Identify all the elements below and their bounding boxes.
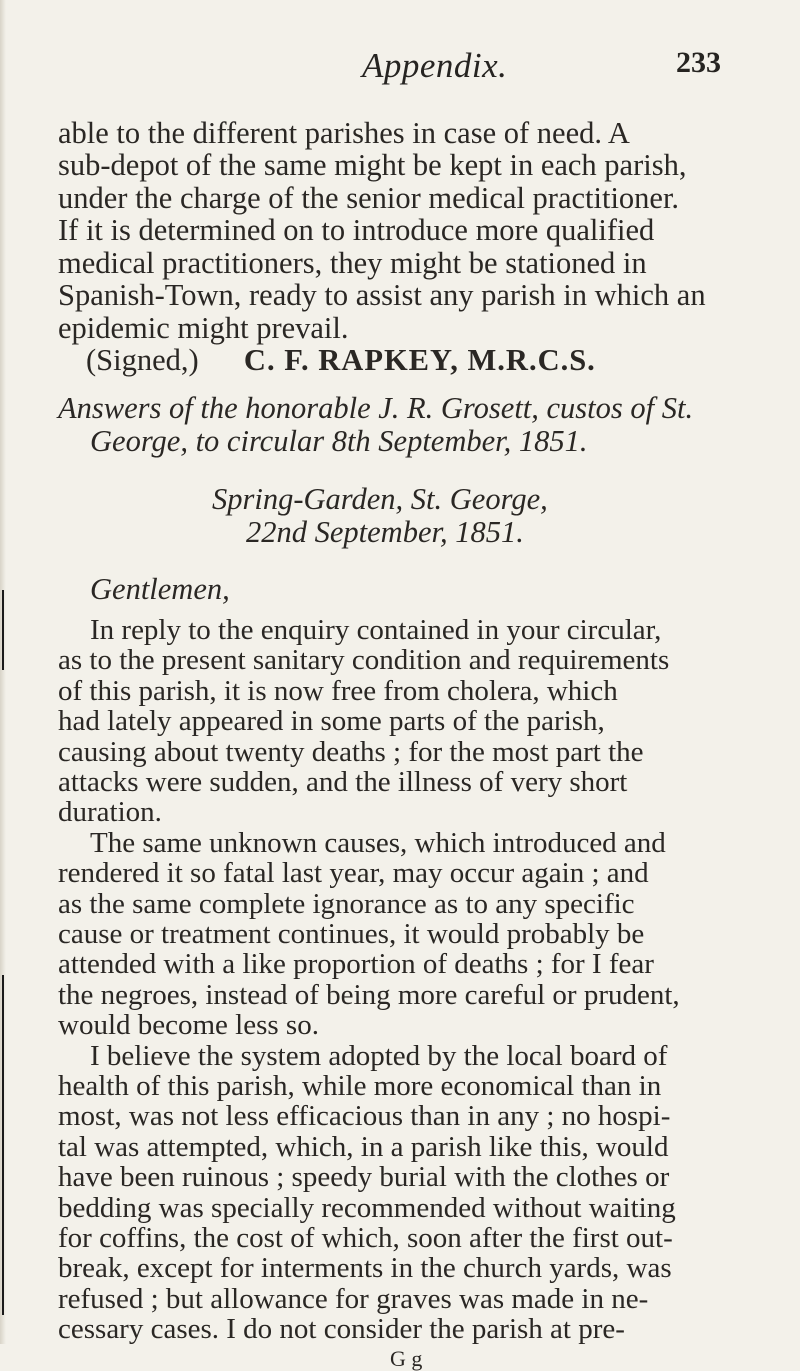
text-line: cessary cases. I do not consider the parish at pre- bbox=[58, 1313, 625, 1345]
signature-name: C. F. RAPKEY, M.R.C.S. bbox=[243, 343, 596, 377]
dateline: 22nd September, 1851. bbox=[246, 515, 524, 549]
text-line: I believe the system adopted by the local board of bbox=[90, 1040, 668, 1072]
text-line: the negroes, instead of being more careful or prudent, bbox=[58, 979, 680, 1011]
text-line: epidemic might prevail. bbox=[58, 311, 349, 345]
text-line: The same unknown causes, which introduced and bbox=[90, 827, 666, 859]
text-line: medical practitioners, they might be stationed in bbox=[58, 246, 647, 280]
section-heading: Answers of the honorable J. R. Grosett, custos of St. bbox=[58, 391, 694, 425]
text-line: would become less so. bbox=[58, 1009, 319, 1041]
text-line: refused ; but allowance for graves was made in ne- bbox=[58, 1283, 649, 1315]
text-line: attacks were sudden, and the illness of very short bbox=[58, 766, 628, 798]
text-line: have been ruinous ; speedy burial with the clothes or bbox=[58, 1161, 670, 1193]
text-line: for coffins, the cost of which, soon after the first out- bbox=[58, 1222, 673, 1254]
text-line: tal was attempted, which, in a parish like this, would bbox=[58, 1131, 669, 1163]
text-line: under the charge of the senior medical practitioner. bbox=[58, 181, 680, 215]
signature-mark: G g bbox=[390, 1346, 423, 1371]
section-heading: George, to circular 8th September, 1851. bbox=[90, 424, 588, 458]
text-line: health of this parish, while more economical than in bbox=[58, 1070, 662, 1102]
salutation: Gentlemen, bbox=[90, 572, 230, 606]
page-number: 233 bbox=[676, 46, 721, 79]
text-line: If it is determined on to introduce more qualified bbox=[58, 213, 655, 247]
text-line: as the same complete ignorance as to any specific bbox=[58, 888, 635, 920]
text-line: most, was not less efficacious than in any ; no hospi- bbox=[58, 1100, 671, 1132]
text-line: sub-depot of the same might be kept in each parish, bbox=[58, 148, 687, 182]
text-line: causing about twenty deaths ; for the most part the bbox=[58, 736, 644, 768]
text-line: In reply to the enquiry contained in your circular, bbox=[90, 614, 662, 646]
signature-line bbox=[86, 345, 596, 376]
text-line: Spanish-Town, ready to assist any parish in which an bbox=[58, 278, 706, 312]
text-line: as to the present sanitary condition and requirements bbox=[58, 644, 670, 676]
text-line: able to the different parishes in case of need. A bbox=[58, 116, 630, 150]
signature-prefix: (Signed,) bbox=[86, 343, 199, 377]
text-line: attended with a like proportion of deaths ; for I fear bbox=[58, 948, 654, 980]
text-line: bedding was specially recommended without waiting bbox=[58, 1192, 676, 1224]
text-line: break, except for interments in the church yards, was bbox=[58, 1252, 672, 1284]
margin-mark bbox=[2, 590, 4, 670]
text-line: cause or treatment continues, it would probably be bbox=[58, 918, 645, 950]
text-line: of this parish, it is now free from cholera, which bbox=[58, 675, 618, 707]
text-line: rendered it so fatal last year, may occur again ; and bbox=[58, 857, 649, 889]
page-header bbox=[0, 40, 800, 90]
running-title: Appendix. bbox=[362, 46, 508, 85]
dateline: Spring-Garden, St. George, bbox=[212, 482, 548, 516]
text-line: duration. bbox=[58, 796, 162, 828]
margin-mark bbox=[2, 975, 4, 1315]
text-line: had lately appeared in some parts of the parish, bbox=[58, 705, 605, 737]
